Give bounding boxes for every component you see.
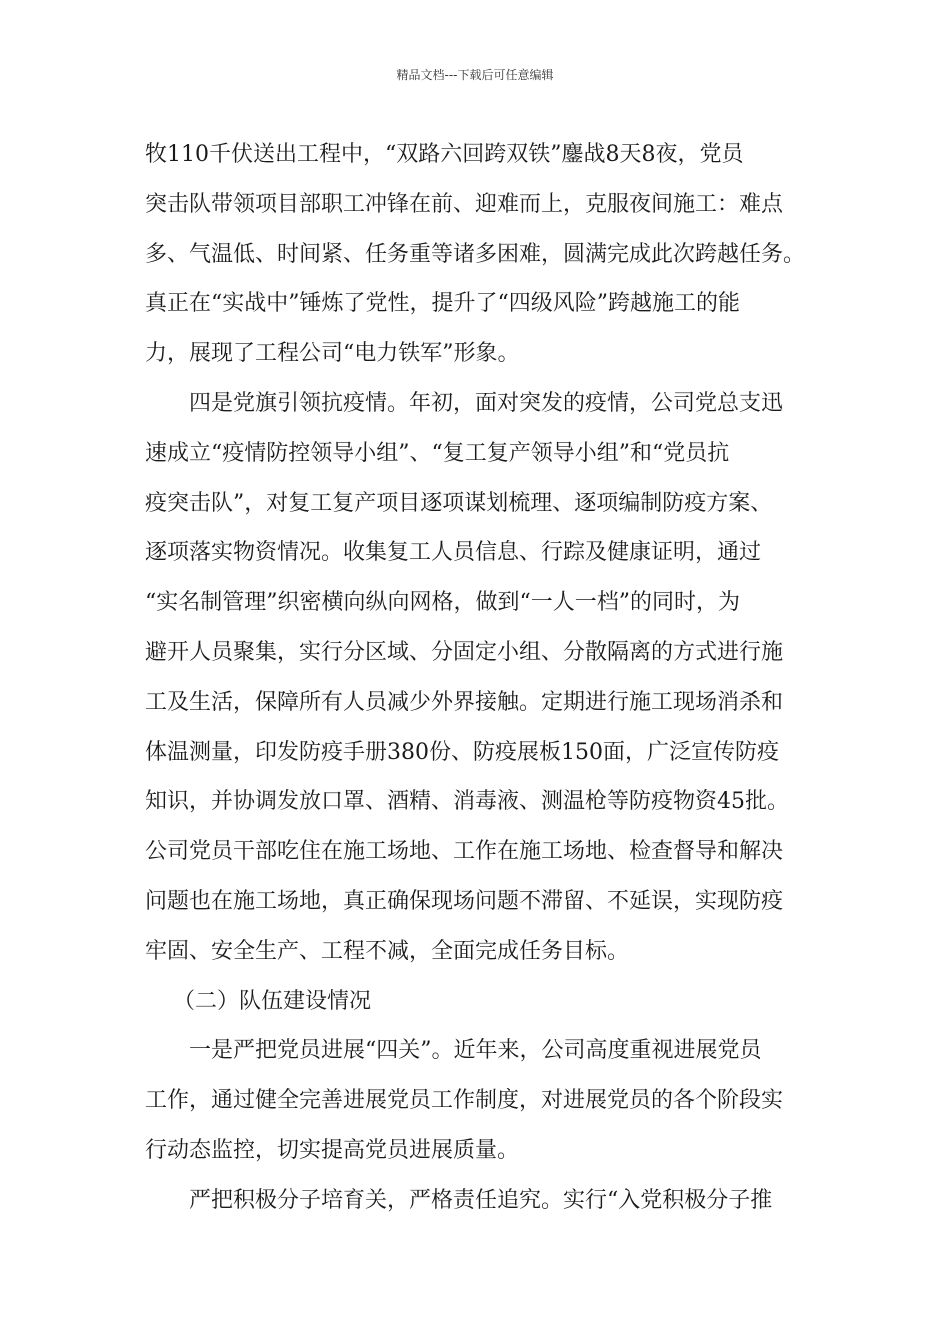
text-line: 疫突击队”，对复工复产项目逐项谋划梳理、逐项编制防疫方案、: [145, 490, 773, 516]
paragraph-start-line: 四是党旗引领抗疫情。年初，面对突发的疫情，公司党总支迅: [189, 390, 784, 416]
text-line: 行动态监控，切实提高党员进展质量。: [145, 1137, 520, 1163]
text-line: 避开人员聚集，实行分区域、分固定小组、分散隔离的方式进行施: [145, 639, 784, 665]
text-line: 速成立“疫情防控领导小组”、“复工复产领导小组”和“党员抗: [145, 440, 730, 466]
text-line: 问题也在施工场地，真正确保现场问题不滞留、不延误，实现防疫: [145, 888, 784, 914]
text-line: 逐项落实物资情况。收集复工人员信息、行踪及健康证明，通过: [145, 540, 762, 566]
paragraph-start-line: 一是严把党员进展“四关”。近年来，公司高度重视进展党员: [189, 1038, 762, 1064]
paragraph-start-line: 严把积极分子培育关，严格责任追究。实行“入党积极分子推: [189, 1187, 773, 1213]
text-line: “实名制管理”织密横向纵向网格，做到“一人一档”的同时，为: [145, 590, 740, 616]
text-line: 知识，并协调发放口罩、酒精、消毒液、测温枪等防疫物资45批。: [145, 789, 789, 815]
text-line: 突击队带领项目部职工冲锋在前、迎难而上，克服夜间施工：难点: [145, 191, 784, 217]
text-line: 公司党员干部吃住在施工场地、工作在施工场地、检查督导和解决: [145, 839, 784, 865]
text-line: 牧110千伏送出工程中，“双路六回跨双铁”鏖战8天8夜，党员: [145, 142, 744, 167]
document-body: [145, 130, 817, 1226]
text-line: 牢固、安全生产、工程不减，全面完成任务目标。: [145, 938, 630, 964]
text-line: 工作，通过健全完善进展党员工作制度，对进展党员的各个阶段实: [145, 1088, 784, 1114]
page-header: 精品文档---下载后可任意编辑: [396, 68, 554, 82]
text-line: 真正在“实战中”锤炼了党性，提升了“四级风险”跨越施工的能: [145, 291, 740, 317]
text-line: 工及生活，保障所有人员减少外界接触。定期进行施工现场消杀和: [145, 689, 784, 715]
text-line: 力，展现了工程公司“电力铁军”形象。: [145, 341, 520, 367]
text-line: 体温测量，印发防疫手册380份、防疫展板150面，广泛宣传防疫: [145, 739, 779, 765]
text-line: 多、气温低、时间紧、任务重等诸多困难，圆满完成此次跨越任务。: [145, 241, 806, 267]
section-heading: （二）队伍建设情况: [173, 988, 372, 1014]
